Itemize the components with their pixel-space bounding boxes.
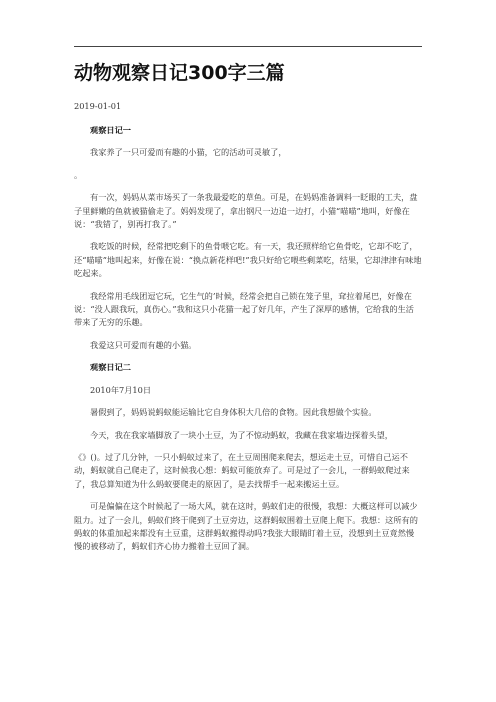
body-paragraph: 我经常用毛线团逗它玩，它生气的’时候，经常会把自己锁在笼子里，耷拉着尾巴，好像在说：“没人跟我玩，真伤心。”我和这只小花猫一起了好几年，产生了深厚的感情，它给我的生活带来了无穷的乐趣。 <box>74 290 414 328</box>
body-paragraph: 我吃饭的时候，经常把吃剩下的鱼骨喂它吃。有一天，我还照样给它鱼骨吃，它却不吃了，还“喵喵”地叫起来，好像在说：“换点新花样吧!”我只好给它喂些剩菜吃，结果，它却津津有味地吃起来。 <box>74 241 422 279</box>
body-paragraph: 2010年7月10日 <box>90 384 152 395</box>
body-paragraph: 可是偏偏在这个时候起了一场大风，就在这时，蚂蚁们走的很慢，我想：大概这样可以减少阻力。过了一会儿，蚂蚁们终于爬到了土豆旁边，这群蚂蚁围着土豆爬上爬下。我想：这所有的蚂蚁的体重加起来都没有土豆重，这群蚂蚁搬得动吗?我张大眼睛盯着土豆，没想到土豆竟然慢慢的被移动了，蚂蚁们齐心协力搬着土豆回了洞。 <box>74 501 418 552</box>
header-rule <box>74 46 422 47</box>
body-paragraph: 《》()。过了几分钟，一只小蚂蚁过来了，在土豆周围爬来爬去，想运走土豆，可惜自己运不动，蚂蚁就自己爬走了，这时候我心想：蚂蚁可能放弃了。可是过了一会儿，一群蚂蚁爬过来了，我总算知道为什么蚂蚁要爬走的原因了，是去找帮手一起来搬运土豆。 <box>74 451 410 489</box>
document-body <box>74 124 422 563</box>
document-date: 2019-01-01 <box>74 101 122 111</box>
document-title: 动物观察日记300字三篇 <box>74 62 285 84</box>
body-paragraph: 有一次，妈妈从菜市场买了一条我最爱吃的草鱼。可是，在妈妈准备调料一眨眼的工夫，盘子里鲜嫩的鱼就被猫偷走了。妈妈发现了，拿出钢尺一边追一边打，小猫“喵喵”地叫，好像在说：“我错了，别再打我了。” <box>74 192 418 230</box>
body-paragraph: 我家养了一只可爱而有趣的小猫，它的活动可灵敏了， <box>90 147 287 158</box>
body-paragraph: 。 <box>74 169 83 180</box>
section-heading: 观察日记二 <box>90 362 131 373</box>
body-paragraph: 今天，我在我家墙脚放了一块小土豆，为了不惊动蚂蚁，我藏在我家墙边探着头望， <box>90 429 393 440</box>
body-paragraph: 我爱这只可爱而有趣的小猫。 <box>90 339 197 350</box>
body-paragraph: 暑假到了，妈妈说蚂蚁能运输比它自身体积大几倍的食物。因此我想做个实验。 <box>90 407 377 418</box>
section-heading: 观察日记一 <box>90 125 131 135</box>
